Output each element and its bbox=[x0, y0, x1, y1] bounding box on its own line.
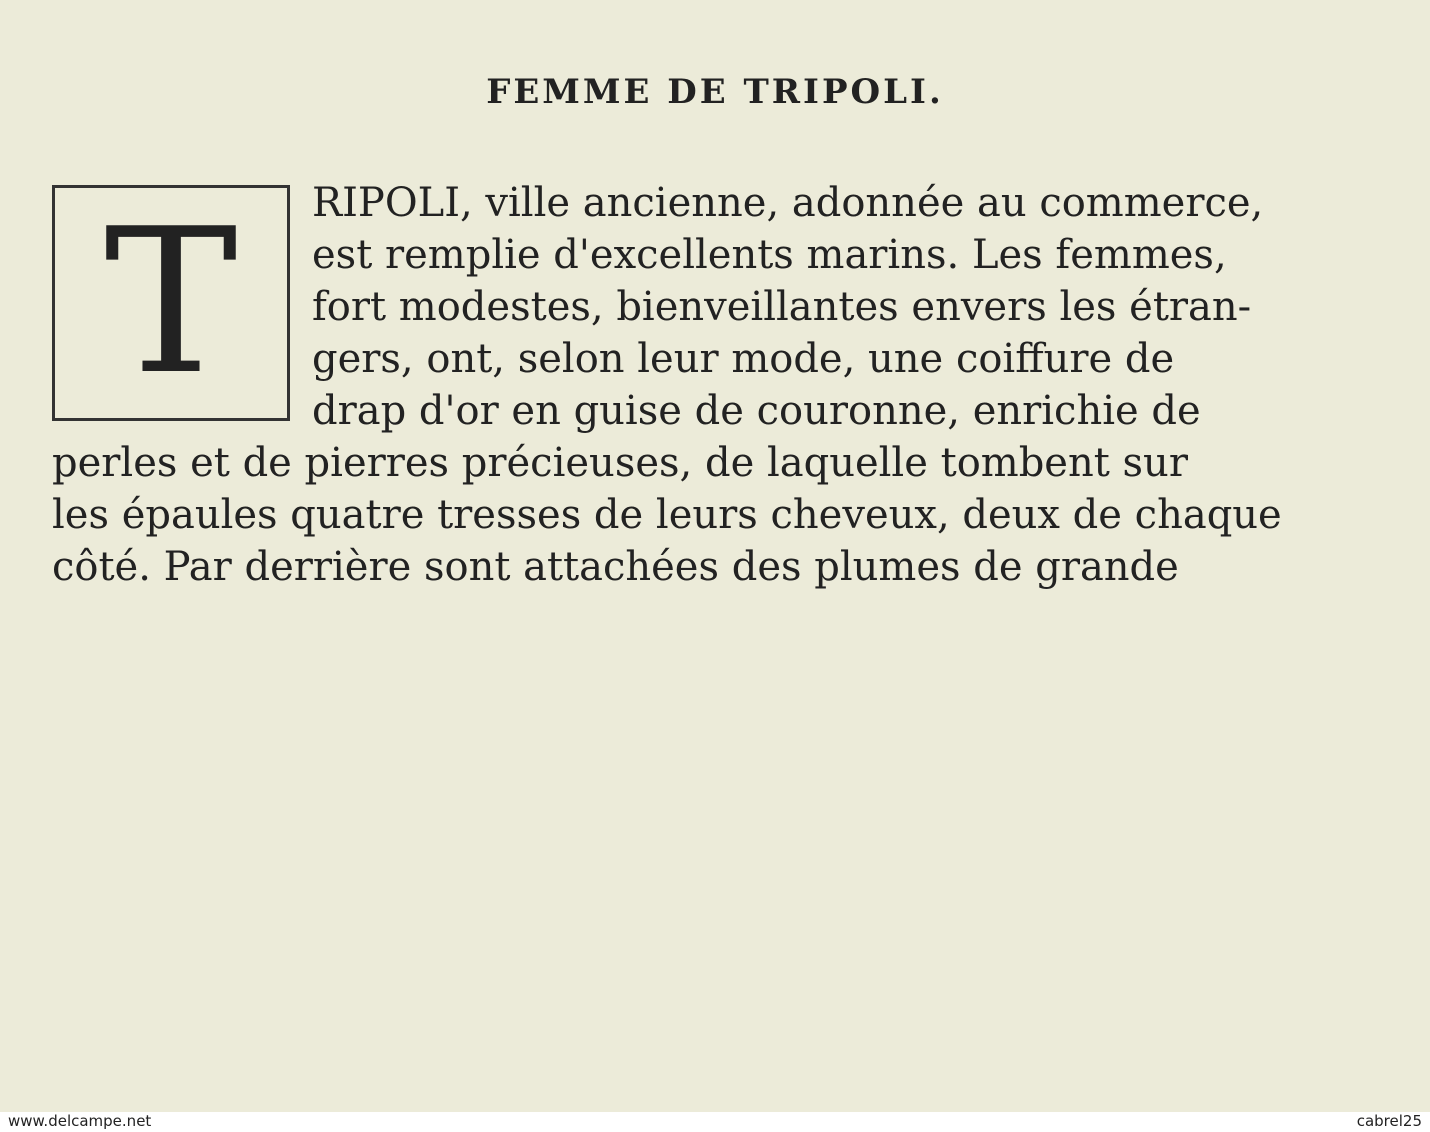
watermark-left: www.delcampe.net bbox=[8, 1112, 152, 1130]
drop-cap: T bbox=[52, 185, 290, 421]
text-line: RIPOLI, ville ancienne, adonnée au commerce, bbox=[312, 180, 1264, 226]
text-line: gers, ont, selon leur mode, une coiffure de bbox=[312, 336, 1175, 382]
watermark-strip bbox=[0, 1112, 1430, 1132]
watermark-right: cabrel25 bbox=[1356, 1112, 1422, 1130]
text-line: fort modestes, bienveillantes envers les étran- bbox=[312, 284, 1252, 330]
text-line: côté. Par derrière sont attachées des plumes de grande bbox=[52, 544, 1179, 590]
text-line: est remplie d'excellents marins. Les femmes, bbox=[312, 232, 1227, 278]
page-title: FEMME DE TRIPOLI. bbox=[486, 72, 944, 112]
text-line: drap d'or en guise de couronne, enrichie de bbox=[312, 388, 1201, 434]
text-line: les épaules quatre tresses de leurs cheveux, deux de chaque bbox=[52, 492, 1282, 538]
text-line: perles et de pierres précieuses, de laquelle tombent sur bbox=[52, 440, 1188, 486]
